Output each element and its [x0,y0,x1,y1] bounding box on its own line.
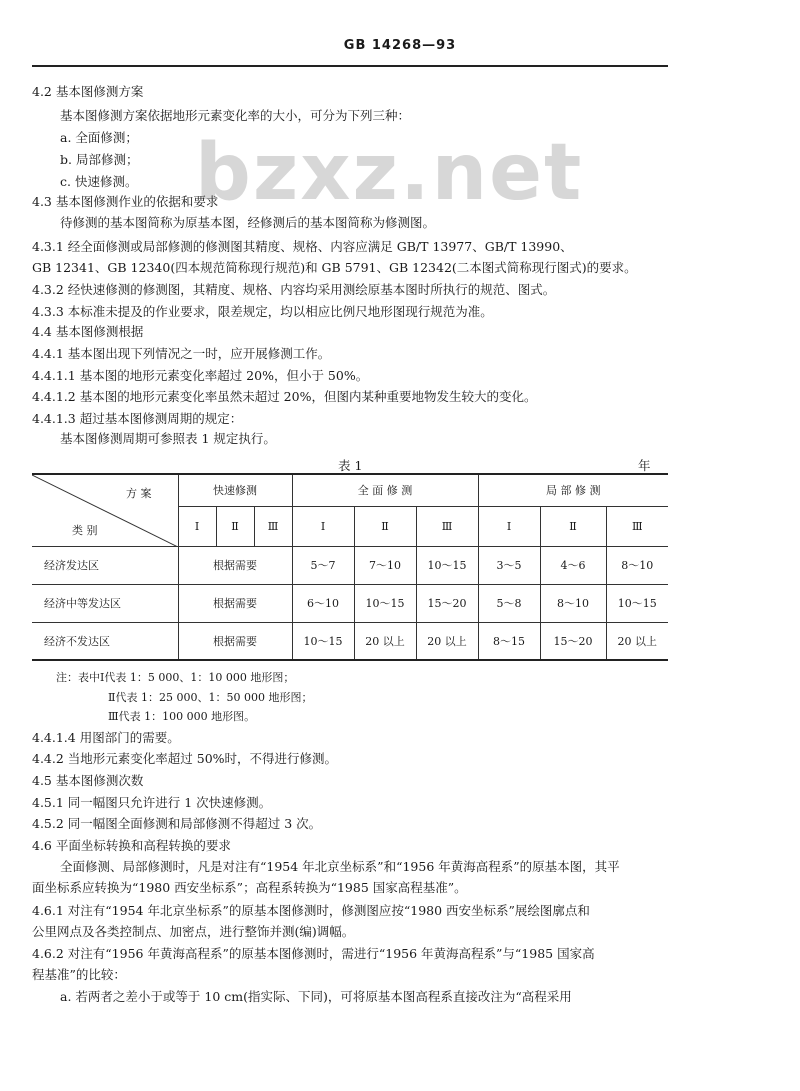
quick-revision-cell: 根据需要 [178,622,292,660]
table-note: Ⅲ代表 1：100 000 地形图。 [108,710,256,723]
clause-continued: 公里网点及各类控制点、加密点，进行整饰并测(编)调幅。 [32,924,355,939]
row-category: 经济发达区 [32,546,178,584]
sub-header: Ⅲ [606,506,668,546]
clause: 4.6.1 对注有“1954 年北京坐标系”的原基本图修测时，修测图应按“1980 西安坐标系”展绘图廓点和 [32,903,590,918]
diagonal-header-cell [32,474,178,546]
clause: 4.4.1.3 超过基本图修测周期的规定： [32,411,243,426]
table-cell: 8～10 [540,584,606,622]
table-cell: 10～15 [354,584,416,622]
row-category: 经济不发达区 [32,622,178,660]
clause: 4.5.1 同一幅图只允许进行 1 次快速修测。 [32,795,272,810]
section-heading: 4.3 基本图修测作业的依据和要求 [32,194,219,209]
watermark: bzxz.net [195,128,584,218]
sub-header: Ⅱ [216,506,254,546]
paragraph: 待修测的基本图简称为原基本图，经修测后的基本图简称为修测图。 [60,215,436,230]
header-rule [32,65,668,67]
table-caption: 表 1 [338,458,363,473]
clause: 4.6.2 对注有“1956 年黄海高程系”的原基本图修测时，需进行“1956 年黄海高程系”与“1985 国家高 [32,946,595,961]
clause: 4.3.3 本标准未提及的作业要求，限差规定，均以相应比例尺地形图现行规范为准。 [32,304,493,319]
paragraph: 基本图修测周期可参照表 1 规定执行。 [60,431,276,446]
table-cell: 10～15 [606,584,668,622]
clause: 4.4.2 当地形元素变化率超过 50%时，不得进行修测。 [32,751,338,766]
diagonal-header-category: 类 别 [72,523,98,537]
table-note: Ⅱ代表 1：25 000、1：50 000 地形图； [108,691,313,704]
clause-continued: GB 12341、GB 12340(四本规范简称现行规范)和 GB 5791、GB 12342(二本图式简称现行图式)的要求。 [32,260,637,275]
paragraph-continued: 面坐标系应转换为“1980 西安坐标系”；高程系转换为“1985 国家高程基准”。 [32,880,467,895]
row-category: 经济中等发达区 [32,584,178,622]
group-header: 快速修测 [178,474,292,506]
clause: 4.4.1 基本图出现下列情况之一时，应开展修测工作。 [32,346,331,361]
table-cell: 20 以上 [606,622,668,660]
clause: 4.4.1.2 基本图的地形元素变化率虽然未超过 20%，但图内某种重要地物发生较大的变化。 [32,389,537,404]
section-heading: 4.4 基本图修测根据 [32,324,144,339]
section-heading: 4.6 平面坐标转换和高程转换的要求 [32,838,231,853]
diagonal-header-scheme: 方 案 [126,487,152,500]
paragraph: 全面修测、局部修测时，凡是对注有“1954 年北京坐标系”和“1956 年黄海高程系”的原基本图，其平 [60,859,620,874]
table-cell: 15～20 [416,584,478,622]
table-row [32,622,668,660]
list-item: a. 若两者之差小于或等于 10 cm(指实际、下同)，可将原基本图高程系直接改注为“高程采用 [60,989,572,1004]
clause: 4.3.2 经快速修测的修测图，其精度、规格、内容均采用测绘原基本图时所执行的规范、图式。 [32,282,556,297]
table-cell: 10～15 [292,622,354,660]
clause: 4.5.2 同一幅图全面修测和局部修测不得超过 3 次。 [32,816,322,831]
clause-continued: 程基准”的比较： [32,967,126,982]
list-item: b. 局部修测； [60,152,139,167]
table-cell: 4～6 [540,546,606,584]
table-cell: 20 以上 [416,622,478,660]
section-heading: 4.2 基本图修测方案 [32,84,144,99]
table-row [32,584,668,622]
section-heading: 4.5 基本图修测次数 [32,773,144,788]
sub-header: Ⅲ [254,506,292,546]
sub-header: Ⅱ [354,506,416,546]
table-cell: 10～15 [416,546,478,584]
clause: 4.3.1 经全面修测或局部修测的修测图其精度、规格、内容应满足 GB/T 13977、GB/T 13990、 [32,239,573,254]
paragraph: 基本图修测方案依据地形元素变化率的大小，可分为下列三种： [60,108,411,123]
sub-header: Ⅰ [292,506,354,546]
clause: 4.4.1.1 基本图的地形元素变化率超过 20%，但小于 50%。 [32,368,369,383]
sub-header: Ⅱ [540,506,606,546]
group-header: 局 部 修 测 [478,474,668,506]
table-cell: 8～10 [606,546,668,584]
revision-cycle-table [32,473,668,661]
table-cell: 6～10 [292,584,354,622]
quick-revision-cell: 根据需要 [178,546,292,584]
table-cell: 15～20 [540,622,606,660]
table-cell: 5～8 [478,584,540,622]
list-item: a. 全面修测； [60,130,138,145]
clause: 4.4.1.4 用图部门的需要。 [32,730,180,745]
sub-header: Ⅰ [478,506,540,546]
table-cell: 20 以上 [354,622,416,660]
group-header: 全 面 修 测 [292,474,478,506]
table-note: 注：表中Ⅰ代表 1：5 000、1：10 000 地形图； [56,671,295,684]
diagonal-line [32,475,178,547]
quick-revision-cell: 根据需要 [178,584,292,622]
table-row [32,546,668,584]
table-cell: 5～7 [292,546,354,584]
table-unit: 年 [638,458,651,473]
sub-header: Ⅲ [416,506,478,546]
sub-header: Ⅰ [178,506,216,546]
standard-number-header: GB 14268—93 [343,38,457,53]
table-cell: 7～10 [354,546,416,584]
table-cell: 8～15 [478,622,540,660]
table-cell: 3～5 [478,546,540,584]
list-item: c. 快速修测。 [60,174,138,189]
